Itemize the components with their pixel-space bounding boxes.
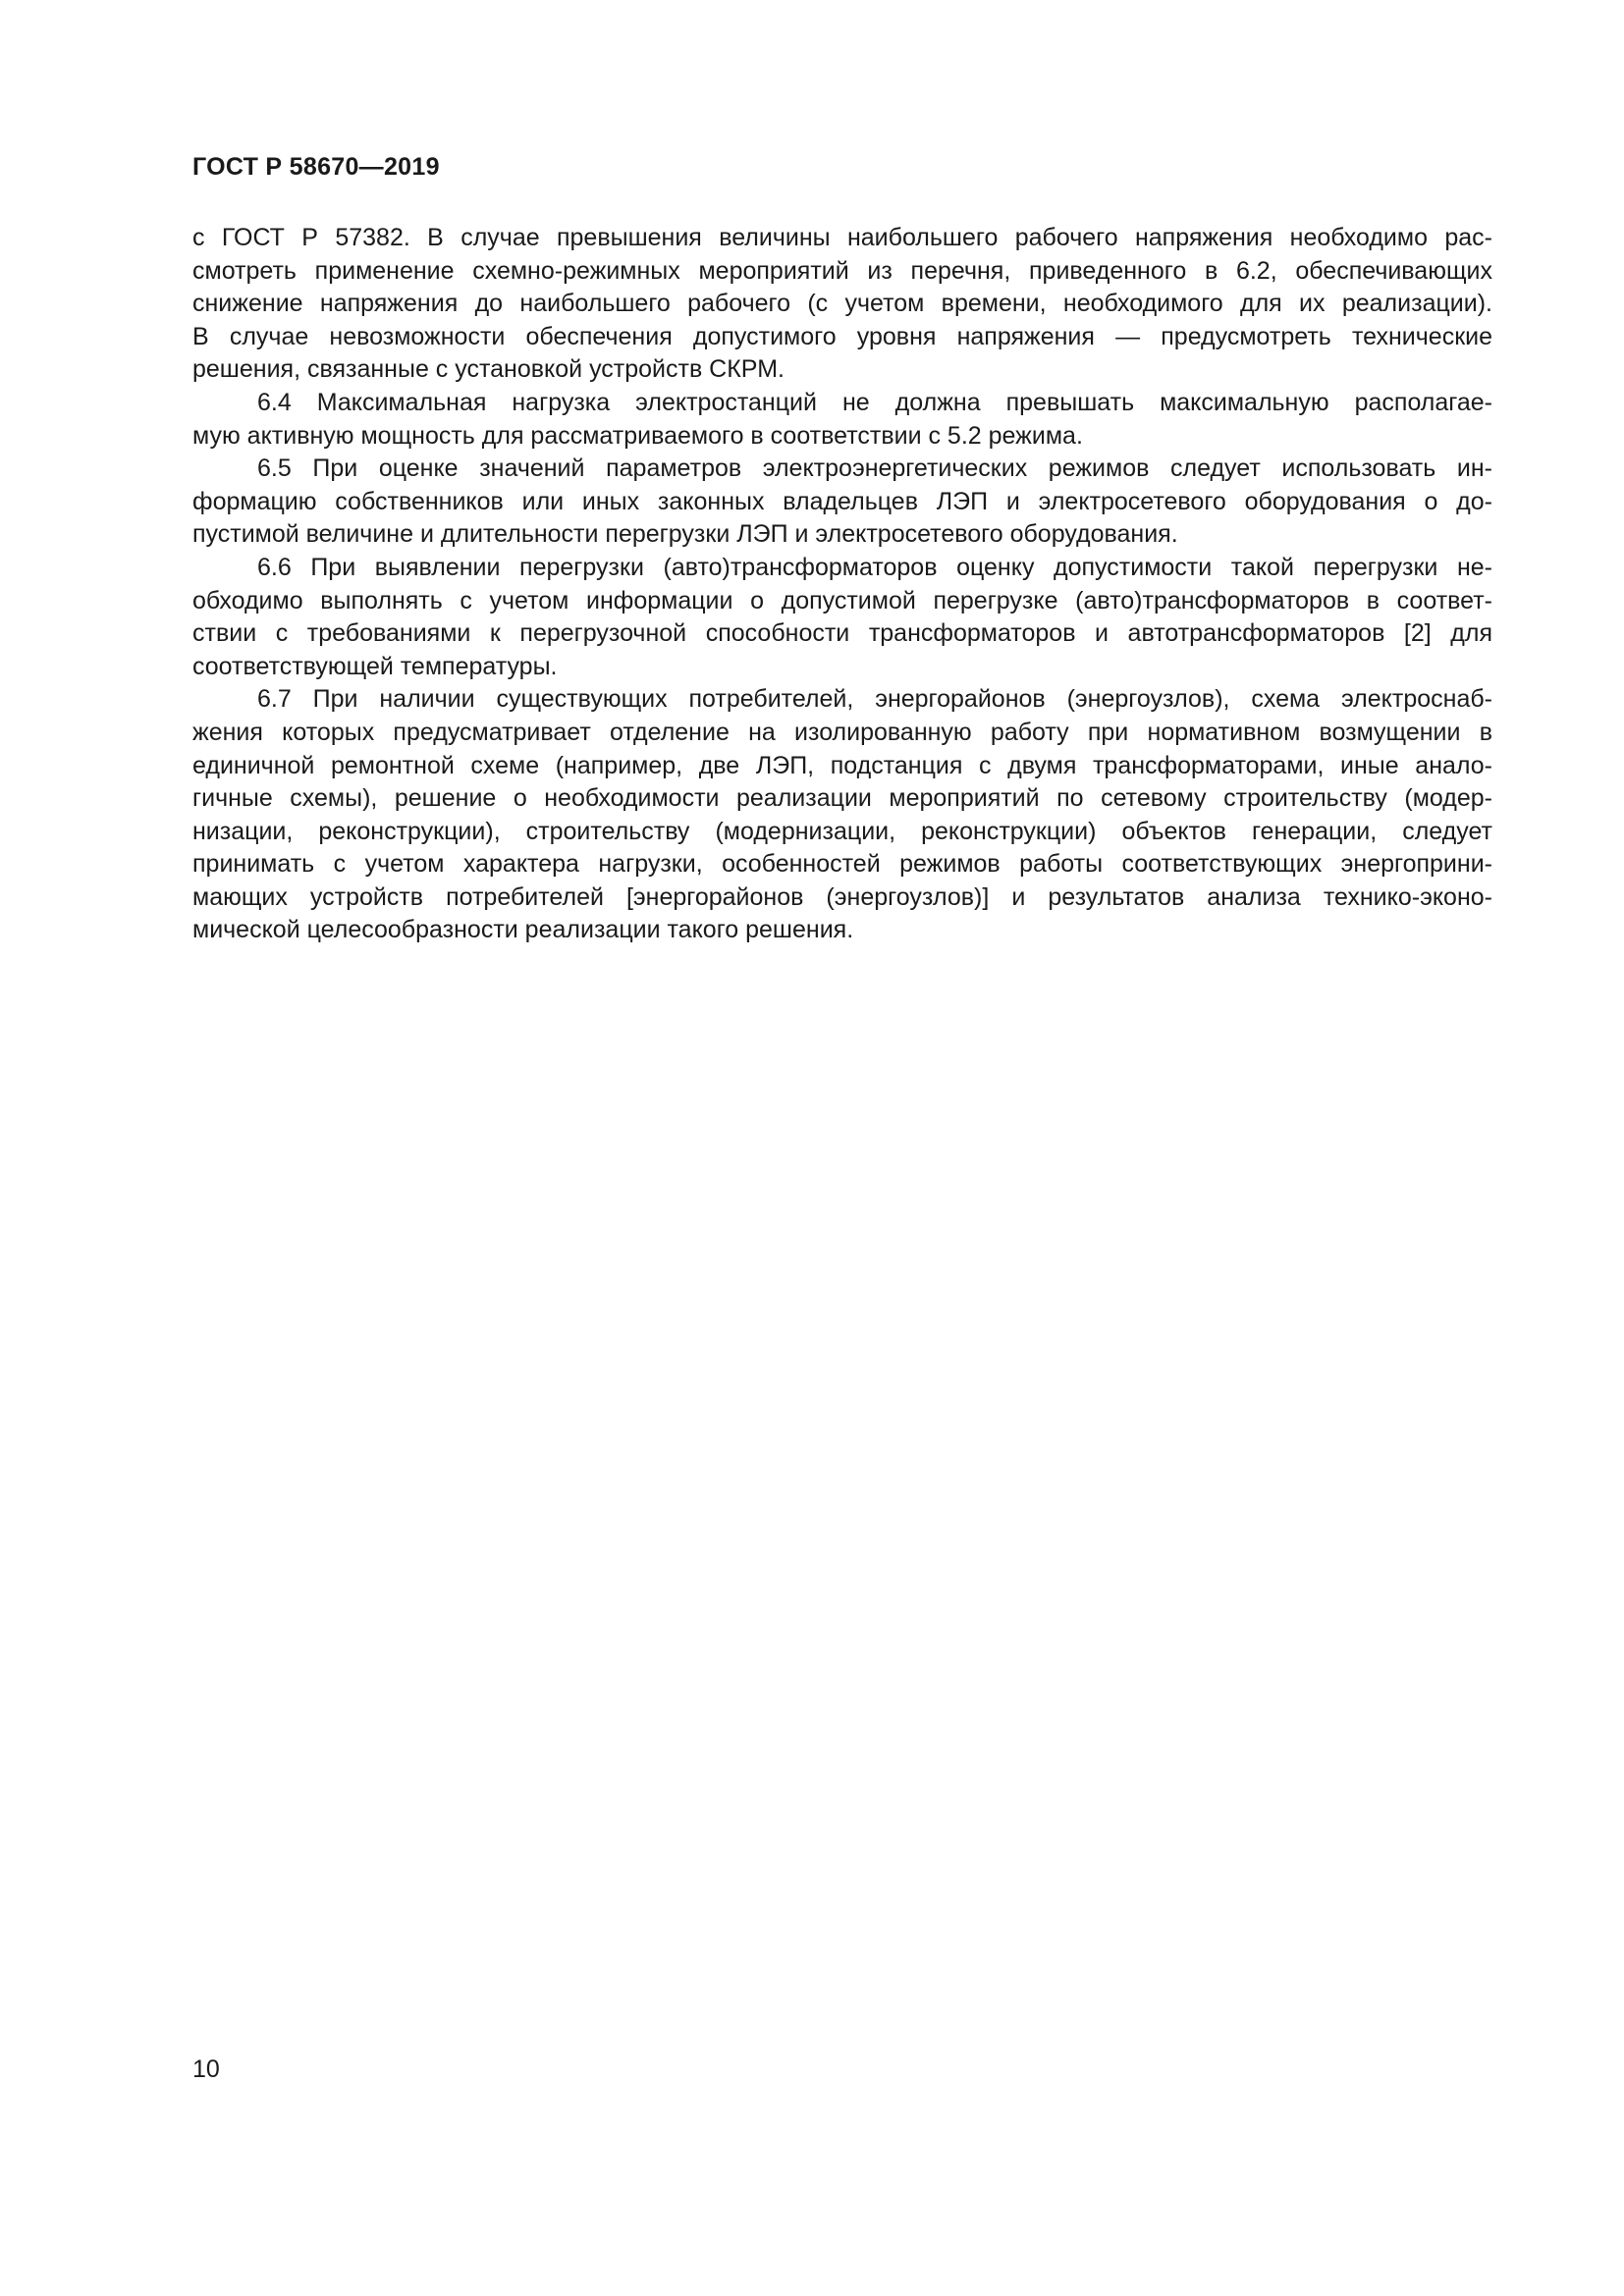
text-line: мую активную мощность для рассматриваемого в соответствии с 5.2 режима.	[192, 421, 1083, 450]
text-line: формацию собственников или иных законных владельцев ЛЭП и электросетевого оборудования о до-	[192, 487, 1492, 515]
text-line: смотреть применение схемно-режимных мероприятий из перечня, приведенного в 6.2, обеспечивающих	[192, 256, 1492, 285]
text-line: 6.5 При оценке значений параметров электроэнергетических режимов следует использовать ин-	[257, 454, 1492, 483]
text-line: 6.7 При наличии существующих потребителей, энергорайонов (энергоузлов), схема электроснаб-	[257, 685, 1492, 714]
text-line: 6.6 При выявлении перегрузки (авто)трансформаторов оценку допустимости такой перегрузки не-	[257, 553, 1492, 581]
text-line: мической целесообразности реализации такого решения.	[192, 916, 854, 944]
text-line: с ГОСТ Р 57382. В случае превышения величины наибольшего рабочего напряжения необходимо рас-	[192, 224, 1492, 251]
document-body	[192, 222, 1492, 947]
text-line: соответствующей температуры.	[192, 652, 558, 680]
text-line: снижение напряжения до наибольшего рабочего (с учетом времени, необходимого для их реализации).	[192, 290, 1492, 318]
text-line: принимать с учетом характера нагрузки, особенностей режимов работы соответствующих энергоприни-	[192, 850, 1492, 879]
paragraph-6-4	[192, 387, 1492, 453]
text-line: В случае невозможности обеспечения допустимого уровня напряжения — предусмотреть технические	[192, 322, 1492, 350]
text-line: единичной ремонтной схеме (например, две ЛЭП, подстанция с двумя трансформаторами, иные анало-	[192, 751, 1492, 779]
paragraph-6-6	[192, 552, 1492, 683]
text-line: пустимой величине и длительности перегрузки ЛЭП и электросетевого оборудования.	[192, 520, 1178, 549]
text-line: низации, реконструкции), строительству (модернизации, реконструкции) объектов генерации, следует	[192, 817, 1492, 845]
text-line: 6.4 Максимальная нагрузка электростанций не должна превышать максимальную располагае-	[257, 388, 1492, 416]
text-line: ствии с требованиями к перегрузочной способности трансформаторов и автотрансформаторов [2] для	[192, 619, 1492, 648]
document-header: ГОСТ Р 58670—2019	[192, 153, 440, 181]
text-line: решения, связанные с установкой устройств СКРМ.	[192, 355, 785, 384]
text-line: мающих устройств потребителей [энергорайонов (энергоузлов)] и результатов анализа технико-эконо-	[192, 882, 1492, 911]
text-line: обходимо выполнять с учетом информации о допустимой перегрузке (авто)трансформаторов в соответ-	[192, 586, 1492, 614]
paragraph-6-5	[192, 453, 1492, 552]
paragraph-continuation	[192, 222, 1492, 387]
paragraph-6-7	[192, 683, 1492, 947]
page-number: 10	[192, 2056, 220, 2083]
text-line: жения которых предусматривает отделение на изолированную работу при нормативном возмущении в	[192, 718, 1492, 746]
text-line: гичные схемы), решение о необходимости реализации мероприятий по сетевому строительству (модер-	[192, 784, 1492, 813]
